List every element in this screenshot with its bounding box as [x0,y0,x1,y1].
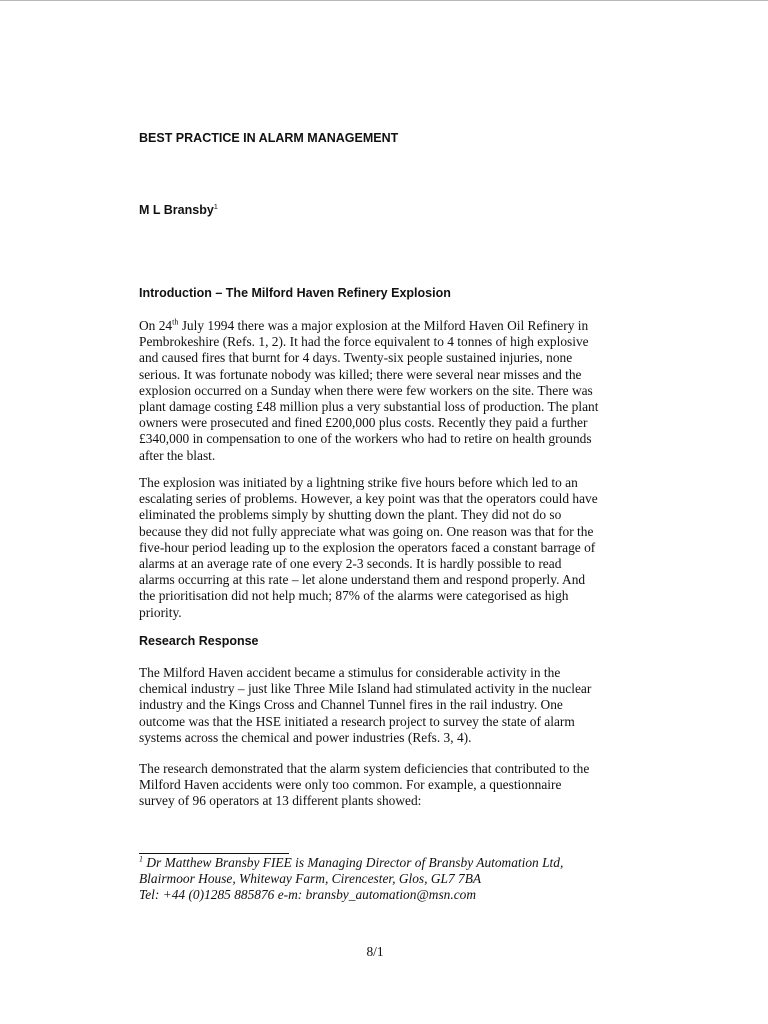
paragraph-line: alarms at an average rate of one every 2-3 seconds. It is hardly possible to read [139,556,562,572]
paragraph-line: and caused fires that burnt for 4 days. Twenty-six people sustained injuries, none [139,350,573,366]
paragraph-line: £340,000 in compensation to one of the workers who had to retire on health grounds [139,431,592,447]
research-paragraph-1 [139,665,611,746]
author-footnote-marker: 1 [213,201,218,211]
paragraph-line: industry and the Kings Cross and Channel Tunnel fires in the rail industry. One [139,697,563,713]
paragraph-line: chemical industry – just like Three Mile Island had stimulated activity in the nuclear [139,681,592,697]
paragraph-line: escalating series of problems. However, a key point was that the operators could have [139,491,598,507]
footnote-line [139,855,611,871]
paragraph-line: systems across the chemical and power industries (Refs. 3, 4). [139,729,472,745]
paragraph-line: alarms occurring at this rate – let alone understand them and respond properly. And [139,572,586,588]
footnote-line: Blairmoor House, Whiteway Farm, Cirencester, Glos, GL7 7BA [139,871,482,886]
paragraph-line: The explosion was initiated by a lightning strike five hours before which led to an [139,475,578,490]
footnote [139,855,611,903]
paragraph-line: priority. [139,604,182,620]
section-heading-research-response: Research Response [139,634,259,648]
line-rest: July 1994 there was a major explosion at the Milford Haven Oil Refinery in [181,318,589,333]
paragraph-line: The research demonstrated that the alarm system deficiencies that contributed to the [139,761,590,776]
paragraph-line [139,318,611,334]
paragraph-line: survey of 96 operators at 13 different plants showed: [139,793,422,809]
footnote-marker: 1 [139,854,143,864]
paragraph-line: Milford Haven accidents were only too common. For example, a questionnaire [139,777,562,793]
paragraph-line: explosion occurred on a Sunday when there were few workers on the site. There was [139,382,593,398]
paragraph-line: owners were prosecuted and fined £200,000 plus costs. Recently they paid a further [139,415,588,431]
page-number: 8/1 [366,944,384,959]
paragraph-line: The Milford Haven accident became a stimulus for considerable activity in the [139,665,561,680]
paragraph-line: the prioritisation did not help much; 87% of the alarms were categorised as high [139,588,569,604]
paragraph-line: serious. It was fortunate nobody was killed; there were several near misses and the [139,366,582,382]
author-line [139,203,218,217]
intro-paragraph-2 [139,475,611,621]
line-start: On 24 [139,318,173,333]
footnote-line: Tel: +44 (0)1285 885876 e-m: bransby_automation@msn.com [139,887,477,902]
document-title: BEST PRACTICE IN ALARM MANAGEMENT [139,131,399,145]
footnote-text: Dr Matthew Bransby FIEE is Managing Director of Bransby Automation Ltd, [146,855,564,870]
paragraph-line: outcome was that the HSE initiated a research project to survey the state of alarm [139,713,575,729]
paragraph-line: Pembrokeshire (Refs. 1, 2). It had the force equivalent to 4 tonnes of high explosive [139,334,589,350]
section-heading-introduction: Introduction – The Milford Haven Refinery Explosion [139,286,451,300]
intro-paragraph-1 [139,318,611,464]
paragraph-line: five-hour period leading up to the explosion the operators faced a constant barrage of [139,539,596,555]
paragraph-line: eliminated the problems simply by shutting down the plant. They did not do so [139,507,562,523]
paragraph-line: because they did not fully appreciate what was going on. One reason was that for the [139,523,594,539]
paragraph-line: plant damage costing £48 million plus a very substantial loss of production. The plant [139,399,599,415]
ordinal-suffix: th [172,317,179,327]
top-border [0,0,768,1]
research-paragraph-2 [139,761,611,810]
author-name: M L Bransby [139,203,214,217]
footnote-separator [139,853,289,854]
paragraph-line: after the blast. [139,447,216,463]
